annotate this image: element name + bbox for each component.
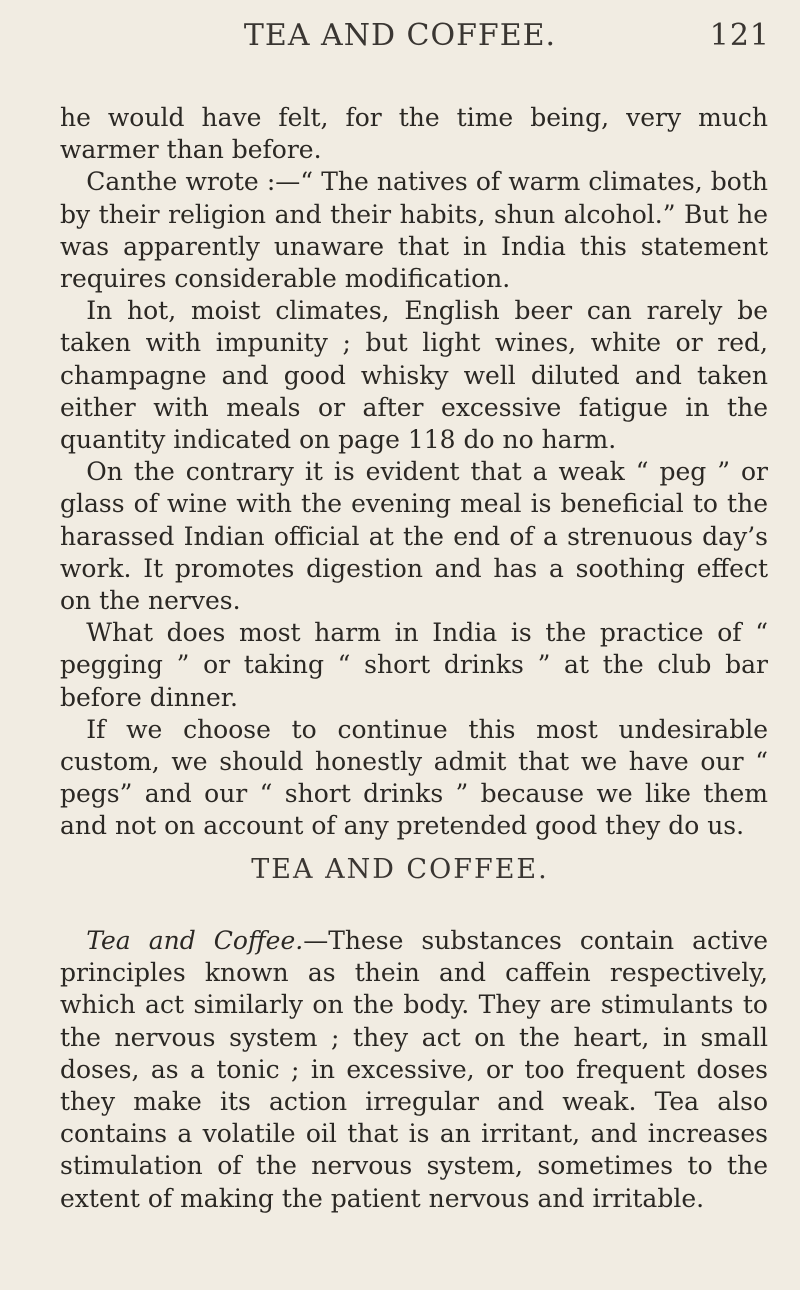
paragraph-evening-peg: On the contrary it is evident that a weak “ peg ” or glass of wine with the evening meal is beneficial to the harassed Indian official at the end of a strenuous day’s work. It promotes digestion and has a soothing effect on the nerves. xyxy=(60,457,768,616)
paragraph-continuation: he would have felt, for the time being, very much warmer than before. xyxy=(60,103,768,165)
running-head xyxy=(0,18,800,58)
page-number: 121 xyxy=(709,18,770,53)
section-body: —These substances contain active principles known as thein and caffein respectively, which act similarly on the body. They are stimulants to the nervous system ; they act on the heart, in small doses, as a tonic ; in excessive, or too frequent doses they make its action irregular and weak. Tea also contains a volatile oil that is an irritant, and increases stimulation of the nervous system, sometimes to the extent of making the patient nervous and irritable. xyxy=(60,926,769,1213)
running-title: TEA AND COFFEE. xyxy=(243,18,557,53)
section-heading: TEA AND COFFEE. xyxy=(251,854,549,885)
paragraph-tea-coffee xyxy=(60,925,768,1215)
paragraph-hot-climates: In hot, moist climates, English beer can rarely be taken with impunity ; but light wines, white or red, champagne and good whisky well diluted and taken either with meals or after excessive fatigue in the quantity indicated on page 118 do no harm. xyxy=(60,296,768,455)
body-text xyxy=(60,102,768,843)
paragraph-pegging-practice: What does most harm in India is the practice of “ pegging ” or taking “ short drinks ” at the club bar before dinner. xyxy=(60,618,768,712)
paragraph-canthe-quote: Canthe wrote :—“ The natives of warm climates, both by their religion and their habits, shun alcohol.” But he was apparently unaware that in India this statement requires considerable modification. xyxy=(60,167,768,294)
section-text xyxy=(60,925,768,1215)
paragraph-undesirable-custom: If we choose to continue this most undesirable custom, we should honestly admit that we have our “ pegs” and our “ short drinks ” because we like them and not on account of any pretended good they do us. xyxy=(60,714,768,841)
section-lead-in: Tea and Coffee. xyxy=(86,926,304,955)
